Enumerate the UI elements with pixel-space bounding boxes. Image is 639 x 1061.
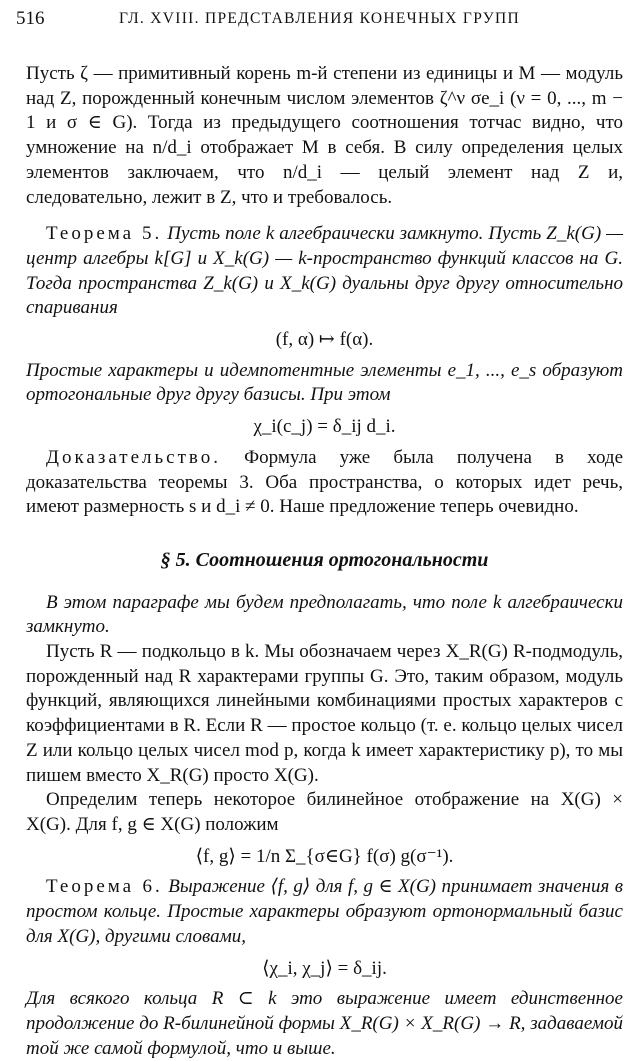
paragraph-2: Пусть R — подкольцо в k. Мы обозначаем через X_R(G) R-подмодуль, порожденный над R характерами группы G. Это, таким образом, модуль функций, являющихся линейными комбинациями простых характеров с коэффициентами в R. Если R — простое кольцо (т. е. кольцо целых чисел Z или кольцо целых чисел mod p, когда k имеет характеристику p), то мы пишем вместо X_R(G) просто X(G). xyxy=(26,641,623,786)
section-title: § 5. Соотношения ортогональности xyxy=(160,548,489,571)
paragraph-1: Пусть ζ — примитивный корень m-й степени из единицы и M — модуль над Z, порожденный конечным числом элементов ζ^ν σe_i (ν = 0, ..., m − 1 и σ ∈ G). Тогда из предыдущего соотношения тотчас видно, что умножение на n/d_i отображает M в себя. В силу определения целых элементов заключаем, что n/d_i — целый элемент над Z и, следовательно, лежит в Z, что и требовалось. xyxy=(26,63,623,208)
theorem-6-statement-2: Для всякого кольца R ⊂ k это выражение имеет единственное продолжение до R-билинейной формы X_R(G) × X_R(G) → R, задаваемой той же самой формулой, что и выше. xyxy=(26,988,623,1059)
theorem-5 xyxy=(26,222,623,321)
theorem-5-label: Теорема 5. xyxy=(46,223,163,245)
page-number: 516 xyxy=(16,8,45,29)
equation-orthonormal: ⟨χ_i, χ_j⟩ = δ_ij. xyxy=(262,957,387,979)
equation-pairing: (f, α) ↦ f(α). xyxy=(275,329,374,351)
theorem-6-statement: Выражение ⟨f, g⟩ для f, g ∈ X(G) принимает значения в простом кольце. Простые характеры образуют ортонормальный базис для X(G), другими словами, xyxy=(26,876,624,947)
proof-label: Доказательство. xyxy=(46,446,221,468)
theorem-5-statement: Пусть поле k алгебраически замкнуто. Пусть Z_k(G) — центр алгебры k[G] и X_k(G) — k-пространство функций классов на G. Тогда пространства Z_k(G) и X_k(G) дуальны друг другу относительно спаривания xyxy=(26,223,623,319)
proof xyxy=(26,446,623,520)
proof-text: Формула уже была получена в ходе доказательства теоремы 3. Оба пространства, о которых идет речь, имеют размерность s и d_i ≠ 0. Наше предложение теперь очевидно. xyxy=(26,446,624,518)
paragraph-3: Определим теперь некоторое билинейное отображение на X(G) × X(G). Для f, g ∈ X(G) положим xyxy=(26,789,623,835)
theorem-5-statement-2: Простые характеры и идемпотентные элементы e_1, ..., e_s образуют ортогональные друг другу базисы. При этом xyxy=(26,359,623,406)
section-intro: В этом параграфе мы будем предполагать, что поле k алгебраически замкнуто. xyxy=(26,591,623,638)
equation-characters: χ_i(c_j) = δ_ij d_i. xyxy=(253,416,396,438)
theorem-6-label: Теорема 6. xyxy=(46,876,163,898)
theorem-6 xyxy=(26,875,623,949)
running-head: ГЛ. XVIII. ПРЕДСТАВЛЕНИЯ КОНЕЧНЫХ ГРУПП xyxy=(118,10,520,27)
equation-inner-product: ⟨f, g⟩ = 1/n Σ_{σ∈G} f(σ) g(σ⁻¹). xyxy=(195,845,454,867)
page-header xyxy=(16,8,623,32)
page-body xyxy=(26,62,623,1061)
